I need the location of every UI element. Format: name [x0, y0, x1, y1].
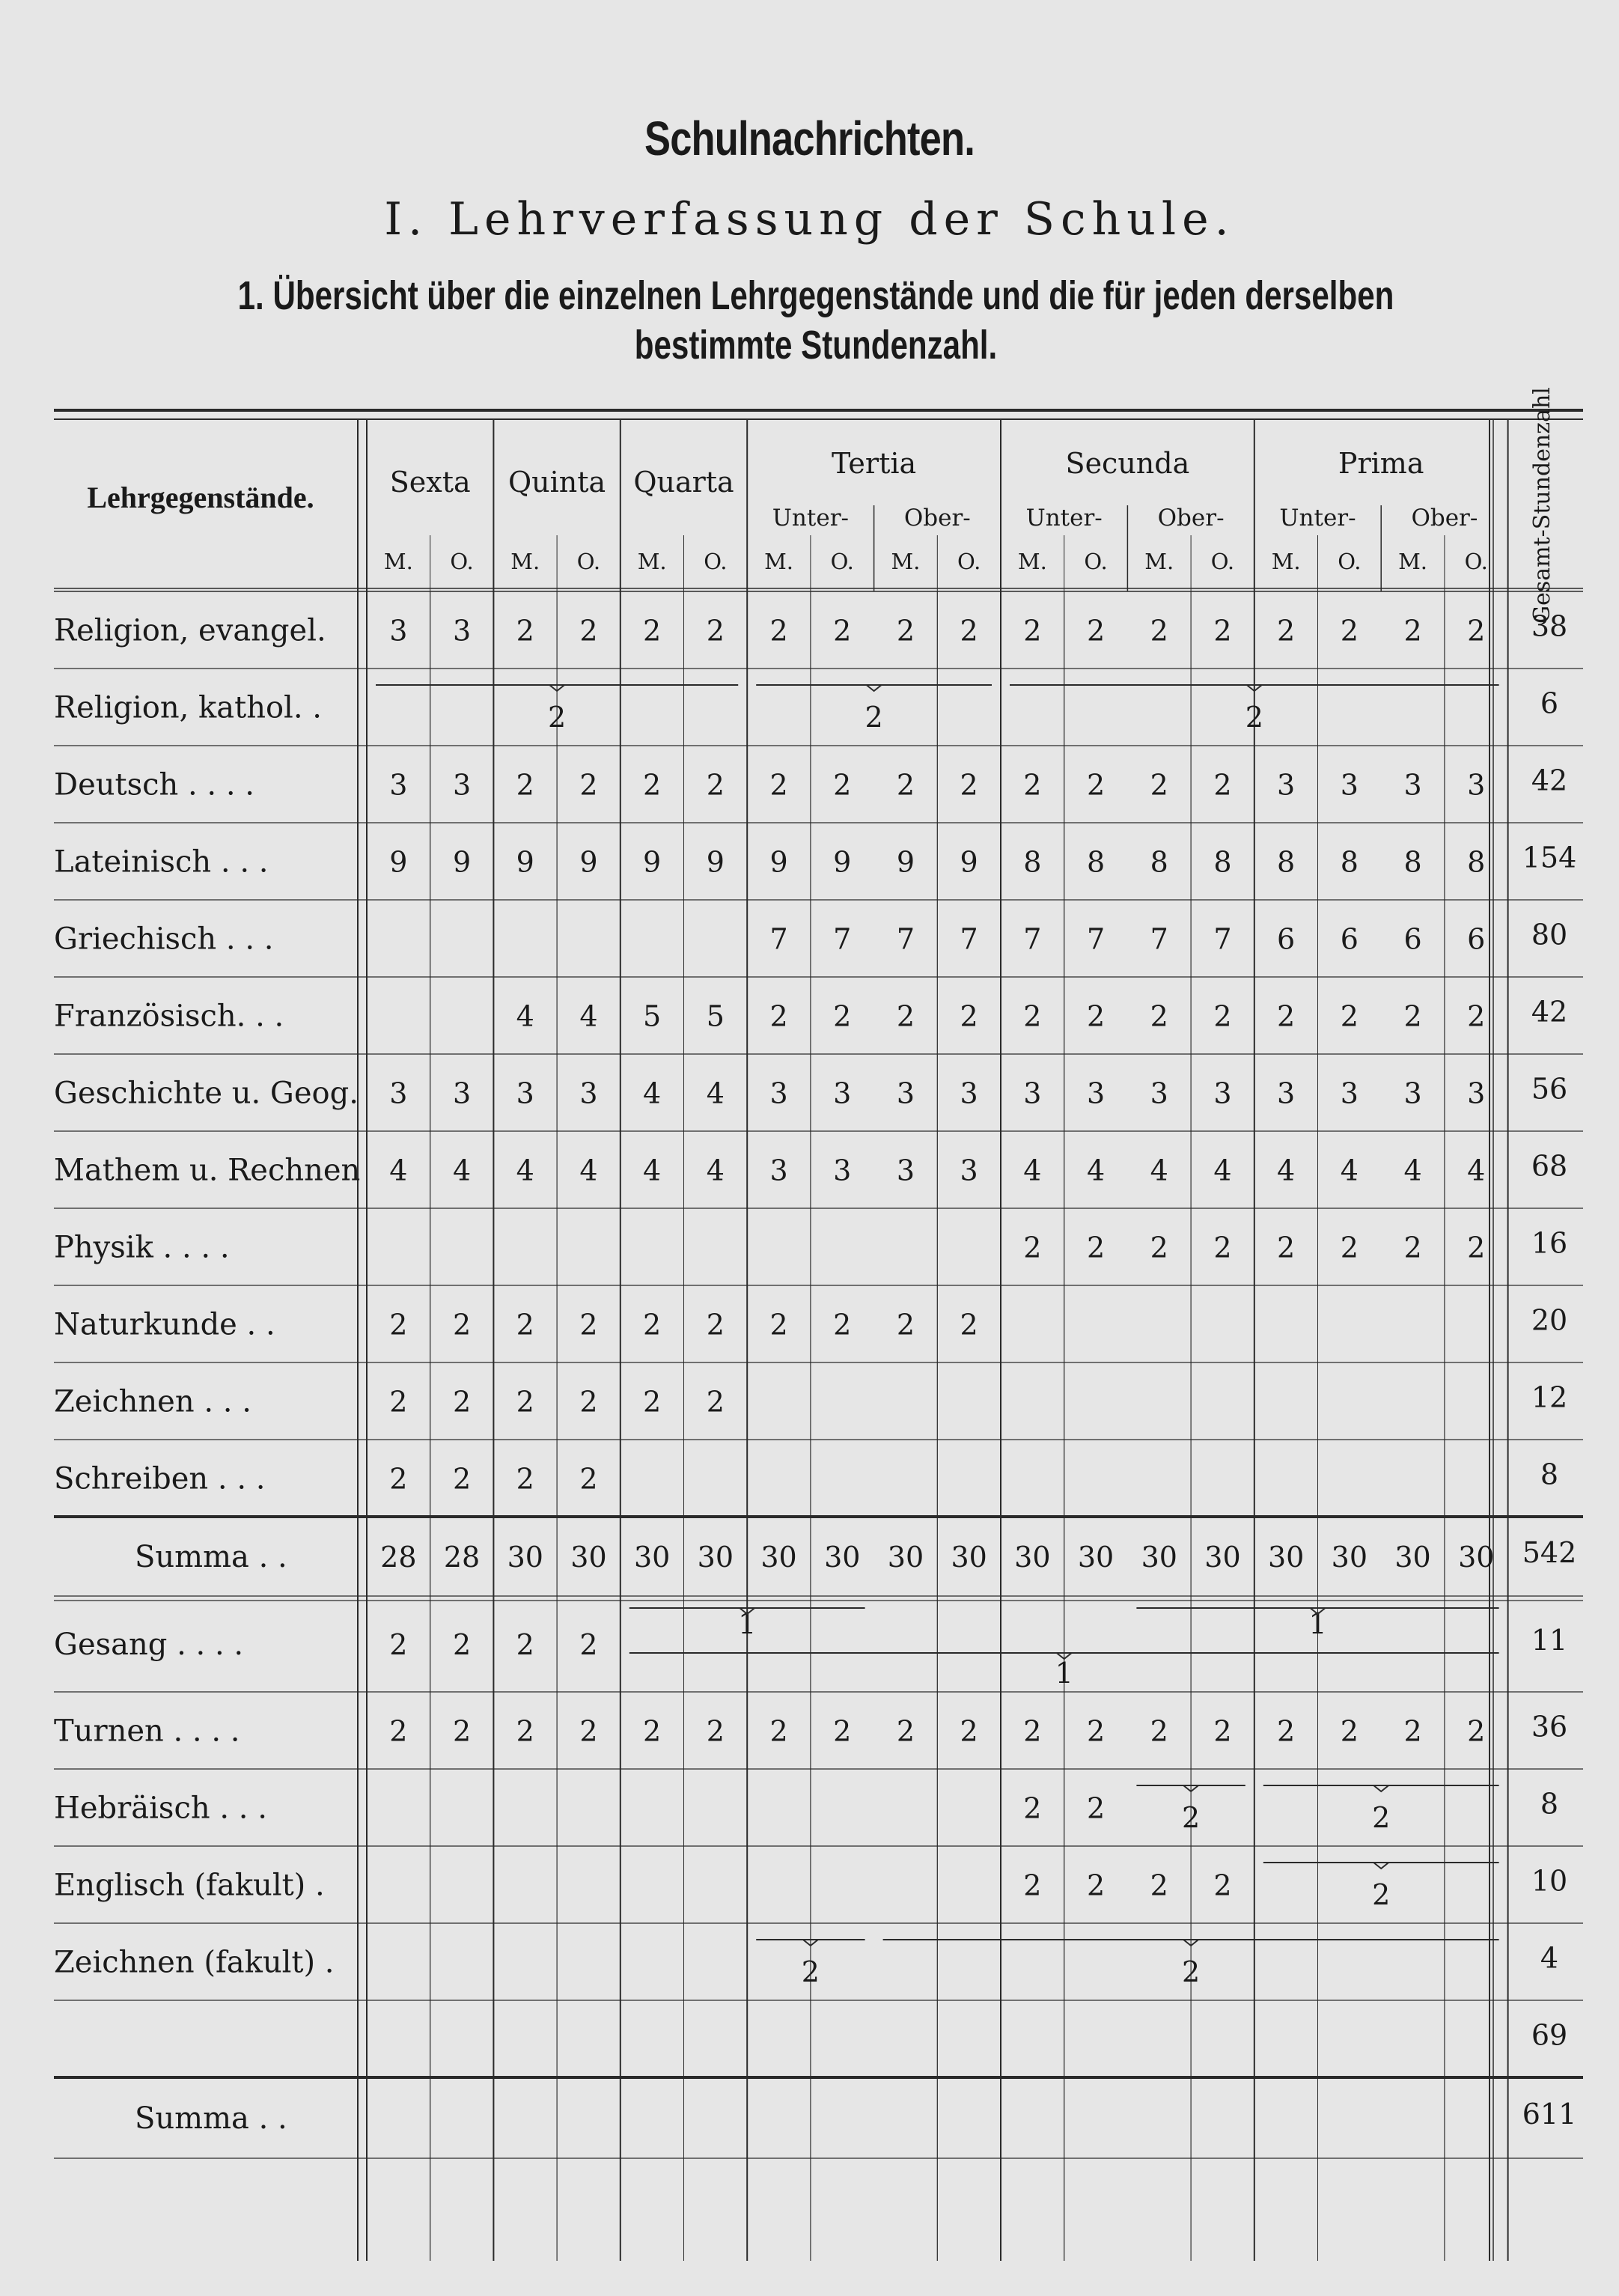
hour-cell: 2 [833, 614, 852, 648]
class-name: Sexta [389, 466, 471, 499]
subject-cell: Religion, evangel. [54, 613, 326, 648]
total-cell: 12 [1531, 1380, 1568, 1414]
total-cell: 10 [1531, 1864, 1568, 1898]
hour-cell: 2 [769, 1714, 788, 1748]
total-cell: 8 [1540, 1787, 1559, 1821]
subject-cell: Deutsch . . . . [54, 767, 254, 803]
subject-cell: Mathem u. Rechnen [54, 1153, 361, 1188]
span-value: 2 [1372, 1801, 1391, 1834]
hour-cell: 3 [1403, 1077, 1422, 1110]
hour-cell: 2 [452, 1714, 472, 1748]
span-value: 2 [548, 701, 567, 734]
hour-cell: 2 [1340, 1714, 1359, 1748]
hour-cell: 2 [896, 999, 915, 1033]
hour-cell: 9 [579, 845, 598, 879]
table-row [54, 1942, 1558, 1989]
total-cell: 8 [1540, 1458, 1559, 1491]
hour-cell: 9 [960, 845, 978, 879]
total-cell: 80 [1531, 918, 1568, 951]
hour-cell: 3 [389, 1077, 408, 1110]
hour-cell: 7 [1213, 922, 1232, 956]
hour-cell: 30 [824, 1541, 861, 1574]
summa-row [135, 2098, 1576, 2136]
hour-cell: 3 [1213, 1077, 1232, 1110]
hour-cell: 7 [896, 922, 915, 956]
hour-cell: 8 [1213, 845, 1232, 879]
hour-cell: 30 [1204, 1541, 1241, 1574]
hour-cell: 4 [706, 1154, 725, 1187]
hour-cell: 2 [516, 1714, 534, 1748]
hour-cell: 2 [1213, 999, 1232, 1033]
hour-cell: 2 [1086, 614, 1106, 648]
hour-cell: 3 [389, 768, 408, 802]
hour-cell: 2 [516, 768, 534, 802]
hour-cell: 7 [769, 922, 788, 956]
hour-cell: 3 [833, 1077, 852, 1110]
sub-class-unter: Unter- [1025, 505, 1103, 532]
hour-cell: 2 [1213, 614, 1232, 648]
hour-cell: 2 [1340, 614, 1359, 648]
hour-cell: 2 [579, 1714, 598, 1748]
hour-cell: 9 [896, 845, 915, 879]
class-name: Tertia [832, 447, 917, 480]
hour-cell: 2 [706, 1308, 725, 1342]
brace-tick [1373, 1863, 1388, 1869]
hour-cell: 2 [833, 1308, 852, 1342]
hour-cell: 2 [706, 1714, 725, 1748]
hour-cell: 2 [833, 999, 852, 1033]
hour-cell: 2 [643, 1308, 662, 1342]
hour-cell: 4 [1403, 1154, 1422, 1187]
hour-cell: 2 [643, 1385, 662, 1419]
subject-cell: Physik . . . . [54, 1230, 230, 1265]
span-value: 1 [1308, 1607, 1327, 1640]
hour-cell: 2 [1023, 1231, 1042, 1264]
subject-cell: Englisch (fakult) . [54, 1868, 325, 1903]
hour-cell: 30 [1077, 1541, 1115, 1574]
mo-label: O. [450, 549, 474, 574]
hour-cell: 3 [1023, 1077, 1042, 1110]
hour-cell: 2 [960, 768, 978, 802]
hour-cell: 2 [452, 1308, 472, 1342]
subject-cell: Turnen . . . . [54, 1714, 240, 1749]
hour-cell: 4 [1213, 1154, 1232, 1187]
brace-tick [1373, 1785, 1388, 1791]
hour-cell: 2 [1340, 999, 1359, 1033]
subject-cell: Summa . . [135, 2101, 287, 2136]
hour-cell: 2 [1403, 999, 1422, 1033]
hour-cell: 2 [706, 1385, 725, 1419]
hour-cell: 9 [643, 845, 662, 879]
hour-cell: 4 [643, 1154, 662, 1187]
hour-cell: 4 [1023, 1154, 1042, 1187]
hour-cell: 2 [896, 768, 915, 802]
hour-cell: 30 [1267, 1541, 1305, 1574]
span-value: 2 [1182, 1955, 1201, 1988]
hour-cell: 4 [579, 1154, 598, 1187]
hour-cell: 2 [896, 1308, 915, 1342]
hour-cell: 2 [769, 614, 788, 648]
total-cell: 542 [1522, 1536, 1577, 1569]
hour-cell: 5 [643, 999, 662, 1033]
total-cell: 42 [1531, 764, 1568, 797]
hour-cell: 2 [769, 999, 788, 1033]
hour-cell: 7 [960, 922, 978, 956]
hour-cell: 2 [1150, 1869, 1168, 1902]
subject-cell: Lateinisch . . . [54, 844, 269, 880]
class-name: Prima [1338, 447, 1424, 480]
mo-label: M. [1398, 549, 1428, 574]
hour-cell: 4 [1277, 1154, 1296, 1187]
hour-cell: 6 [1403, 922, 1422, 956]
hour-cell: 6 [1277, 922, 1296, 956]
mo-label: O. [1210, 549, 1235, 574]
hour-cell: 2 [1277, 614, 1296, 648]
hour-cell: 2 [1467, 614, 1486, 648]
mo-label: O. [1338, 549, 1362, 574]
hour-cell: 7 [1086, 922, 1106, 956]
hour-cell: 2 [1086, 1791, 1106, 1825]
total-cell: 42 [1531, 995, 1568, 1029]
table-row [54, 1458, 1558, 1496]
hour-cell: 3 [960, 1077, 978, 1110]
hour-cell: 2 [516, 1628, 534, 1661]
mo-label: O. [957, 549, 981, 574]
hour-cell: 2 [769, 768, 788, 802]
mo-label: M. [1271, 549, 1301, 574]
hour-cell: 3 [452, 1077, 472, 1110]
heading-line-2: bestimmte Stundenzahl. [634, 323, 998, 368]
hour-cell: 2 [1150, 768, 1168, 802]
mo-label: M. [637, 549, 667, 574]
hour-cell: 30 [887, 1541, 924, 1574]
hour-cell: 3 [1340, 768, 1359, 802]
subject-header: Lehrgegenstände. [87, 481, 314, 514]
hour-cell: 4 [516, 999, 534, 1033]
span-value: 2 [1245, 701, 1263, 734]
total-cell: 154 [1522, 841, 1577, 874]
hour-cell: 8 [1023, 845, 1042, 879]
table-row [54, 687, 1558, 734]
table-row [54, 841, 1576, 880]
hour-cell: 2 [896, 1714, 915, 1748]
span-value: 2 [865, 701, 883, 734]
hour-cell: 2 [389, 1385, 408, 1419]
hour-cell: 2 [389, 1714, 408, 1748]
hour-cell: 8 [1277, 845, 1296, 879]
hour-cell: 2 [1023, 999, 1042, 1033]
hour-cell: 2 [960, 1308, 978, 1342]
hour-cell: 2 [389, 1308, 408, 1342]
hour-cell: 2 [643, 768, 662, 802]
total-cell: 36 [1531, 1710, 1568, 1744]
mo-label: O. [830, 549, 854, 574]
hour-cell: 4 [516, 1154, 534, 1187]
hour-cell: 4 [706, 1077, 725, 1110]
table-row [54, 1788, 1558, 1835]
hour-cell: 3 [1467, 768, 1486, 802]
span-value: 1 [738, 1607, 757, 1640]
hour-cell: 30 [951, 1541, 987, 1574]
mo-label: O. [1464, 549, 1488, 574]
hour-cell: 2 [579, 614, 598, 648]
class-header-sexta [390, 466, 471, 499]
hour-cell: 2 [643, 614, 662, 648]
hour-cell: 2 [1467, 1231, 1486, 1264]
table-row [1531, 2019, 1567, 2052]
subject-cell: Hebräisch . . . [54, 1791, 267, 1826]
class-name: Quinta [508, 466, 606, 499]
span-value: 2 [1372, 1878, 1391, 1911]
hour-cell: 8 [1467, 845, 1486, 879]
hour-cell: 2 [833, 1714, 852, 1748]
mo-label: M. [1144, 549, 1174, 574]
span-value: 1 [1055, 1657, 1073, 1690]
hour-cell: 2 [1150, 1231, 1168, 1264]
hour-cell: 2 [643, 1714, 662, 1748]
hour-cell: 3 [1403, 768, 1422, 802]
subject-cell: Zeichnen (fakult) . [54, 1945, 335, 1980]
hour-cell: 3 [896, 1077, 915, 1110]
hour-cell: 3 [1086, 1077, 1106, 1110]
hour-cell: 2 [1023, 1714, 1042, 1748]
hour-cell: 8 [1086, 845, 1106, 879]
hour-cell: 2 [1277, 1231, 1296, 1264]
hour-cell: 8 [1340, 845, 1359, 879]
hour-cell: 30 [697, 1541, 734, 1574]
mo-label: M. [383, 549, 413, 574]
total-cell: 16 [1531, 1226, 1568, 1260]
class-header-quinta [508, 466, 606, 499]
hour-cell: 2 [1086, 1714, 1106, 1748]
hour-cell: 4 [643, 1077, 662, 1110]
mo-label: M. [510, 549, 540, 574]
total-header: Gesamt-Stundenzahl [1529, 387, 1555, 624]
hour-cell: 30 [1394, 1541, 1431, 1574]
mo-label: O. [1084, 549, 1108, 574]
hour-cell: 2 [452, 1462, 472, 1496]
hour-cell: 2 [833, 768, 852, 802]
hour-cell: 30 [1014, 1541, 1051, 1574]
hour-cell: 2 [896, 614, 915, 648]
summa-row [135, 1536, 1576, 1574]
hour-cell: 3 [769, 1077, 788, 1110]
hour-cell: 30 [633, 1541, 671, 1574]
class-header-prima [1279, 447, 1478, 532]
hour-cell: 30 [1141, 1541, 1177, 1574]
hour-cell: 2 [1086, 1231, 1106, 1264]
subject-cell: Schreiben . . . [54, 1461, 266, 1496]
total-cell: 20 [1531, 1303, 1568, 1337]
hour-cell: 3 [1150, 1077, 1168, 1110]
hour-cell: 2 [389, 1462, 408, 1496]
span-value: 2 [801, 1955, 820, 1988]
hour-cell: 2 [1150, 999, 1168, 1033]
hour-cell: 4 [1086, 1154, 1106, 1187]
brace-tick [867, 685, 882, 691]
hour-cell: 2 [1403, 614, 1422, 648]
hour-cell: 2 [452, 1385, 472, 1419]
hour-cell: 2 [1086, 1869, 1106, 1902]
hour-cell: 4 [1340, 1154, 1359, 1187]
hour-cell: 2 [1213, 1869, 1232, 1902]
hour-cell: 2 [516, 1385, 534, 1419]
heading-line-1: 1. Übersicht über die einzelnen Lehrgegenstände und die für jeden derselben [237, 273, 1394, 318]
hour-cell: 2 [1213, 1714, 1232, 1748]
hour-cell: 4 [452, 1154, 472, 1187]
hour-cell: 2 [516, 1308, 534, 1342]
total-cell: 69 [1531, 2018, 1568, 2052]
hour-cell: 8 [1403, 845, 1422, 879]
total-cell: 11 [1531, 1624, 1568, 1657]
hour-cell: 3 [1467, 1077, 1486, 1110]
hour-cell: 2 [516, 614, 534, 648]
hour-cell: 2 [1086, 999, 1106, 1033]
hour-cell: 2 [1023, 1869, 1042, 1902]
subject-cell: Zeichnen . . . [54, 1384, 251, 1419]
hour-cell: 4 [1467, 1154, 1486, 1187]
hour-cell: 2 [1086, 768, 1106, 802]
hour-cell: 3 [896, 1154, 915, 1187]
hour-cell: 30 [507, 1541, 543, 1574]
hour-cell: 2 [706, 614, 725, 648]
span-value: 2 [1182, 1801, 1201, 1834]
hour-cell: 2 [769, 1308, 788, 1342]
hour-cell: 3 [960, 1154, 978, 1187]
hour-cell: 2 [452, 1628, 472, 1661]
hour-cell: 2 [960, 1714, 978, 1748]
hour-cell: 2 [1277, 1714, 1296, 1748]
subject-cell: Geschichte u. Geog. [54, 1076, 359, 1111]
hour-cell: 7 [1150, 922, 1168, 956]
hour-cell: 2 [579, 1628, 598, 1661]
class-header-secunda [1026, 447, 1225, 532]
hour-cell: 2 [1340, 1231, 1359, 1264]
hour-cell: 9 [516, 845, 534, 879]
mo-label: M. [891, 549, 921, 574]
class-name: Quarta [633, 466, 734, 499]
hour-cell: 3 [769, 1154, 788, 1187]
hour-cell: 3 [1277, 1077, 1296, 1110]
hour-cell: 3 [389, 614, 408, 648]
hour-cell: 2 [1467, 1714, 1486, 1748]
hour-cell: 28 [380, 1541, 417, 1574]
hour-cell: 6 [1467, 922, 1486, 956]
subject-cell: Religion, kathol. . [54, 690, 322, 725]
total-cell: 38 [1531, 609, 1568, 643]
hour-cell: 2 [579, 1462, 598, 1496]
sub-class-unter: Unter- [772, 505, 850, 532]
hour-cell: 30 [570, 1541, 607, 1574]
hour-cell: 2 [1213, 1231, 1232, 1264]
sub-class-ober: Ober- [903, 505, 971, 532]
subject-cell: Französisch. . . [54, 999, 284, 1034]
subject-cell: Griechisch . . . [54, 922, 274, 957]
hour-cell: 3 [516, 1077, 534, 1110]
hour-cell: 2 [1467, 999, 1486, 1033]
total-cell: 6 [1540, 686, 1559, 720]
subject-cell: Summa . . [135, 1540, 287, 1574]
hour-cell: 3 [1277, 768, 1296, 802]
hour-cell: 2 [960, 999, 978, 1033]
hour-cell: 3 [1340, 1077, 1359, 1110]
mo-label: O. [576, 549, 601, 574]
hour-cell: 6 [1340, 922, 1359, 956]
hour-cell: 2 [1023, 1791, 1042, 1825]
hour-cell: 8 [1150, 845, 1168, 879]
page-title: Schulnachrichten. [644, 112, 975, 165]
hour-cell: 2 [1150, 614, 1168, 648]
mo-label: M. [764, 549, 794, 574]
total-cell: 611 [1522, 2098, 1577, 2131]
hour-cell: 7 [833, 922, 852, 956]
hour-cell: 3 [452, 614, 472, 648]
hour-cell: 2 [1023, 614, 1042, 648]
hour-cell: 2 [1277, 999, 1296, 1033]
hour-cell: 4 [389, 1154, 408, 1187]
hour-cell: 4 [1150, 1154, 1168, 1187]
hour-cell: 7 [1023, 922, 1042, 956]
sub-class-ober: Ober- [1157, 505, 1225, 532]
class-name: Secunda [1065, 447, 1190, 480]
hour-cell: 5 [706, 999, 725, 1033]
hour-cell: 2 [960, 614, 978, 648]
hour-cell: 3 [833, 1154, 852, 1187]
class-header-tertia [772, 447, 971, 532]
hour-cell: 30 [1458, 1541, 1495, 1574]
hour-cell: 2 [706, 768, 725, 802]
hour-cell: 9 [769, 845, 788, 879]
mo-label: M. [1017, 549, 1047, 574]
hour-cell: 2 [516, 1462, 534, 1496]
hour-cell: 9 [706, 845, 725, 879]
hour-cell: 2 [1150, 1714, 1168, 1748]
hour-cell: 2 [1213, 768, 1232, 802]
class-header-quarta [633, 466, 734, 499]
hour-cell: 2 [1403, 1714, 1422, 1748]
hour-cell: 9 [389, 845, 408, 879]
hour-cell: 30 [760, 1541, 797, 1574]
hour-cell: 3 [452, 768, 472, 802]
hour-cell: 2 [389, 1628, 408, 1661]
section-title: I. Lehrverfassung der Schule. [384, 193, 1235, 246]
subject-cell: Naturkunde . . [54, 1307, 275, 1342]
hour-cell: 3 [579, 1077, 598, 1110]
hour-cell: 2 [1403, 1231, 1422, 1264]
hour-cell: 4 [579, 999, 598, 1033]
hour-cell: 2 [579, 1308, 598, 1342]
total-cell: 56 [1531, 1072, 1568, 1106]
total-cell: 4 [1540, 1941, 1559, 1975]
subject-cell: Gesang . . . . [54, 1627, 244, 1662]
hour-cell: 28 [443, 1541, 481, 1574]
mo-label: O. [704, 549, 728, 574]
hour-cell: 30 [1331, 1541, 1368, 1574]
hour-cell: 9 [833, 845, 852, 879]
hour-cell: 2 [579, 768, 598, 802]
sub-class-ober: Ober- [1411, 505, 1478, 532]
total-cell: 68 [1531, 1149, 1568, 1183]
sub-class-unter: Unter- [1279, 505, 1356, 532]
hour-cell: 2 [1023, 768, 1042, 802]
hour-cell: 9 [452, 845, 472, 879]
hour-cell: 2 [579, 1385, 598, 1419]
